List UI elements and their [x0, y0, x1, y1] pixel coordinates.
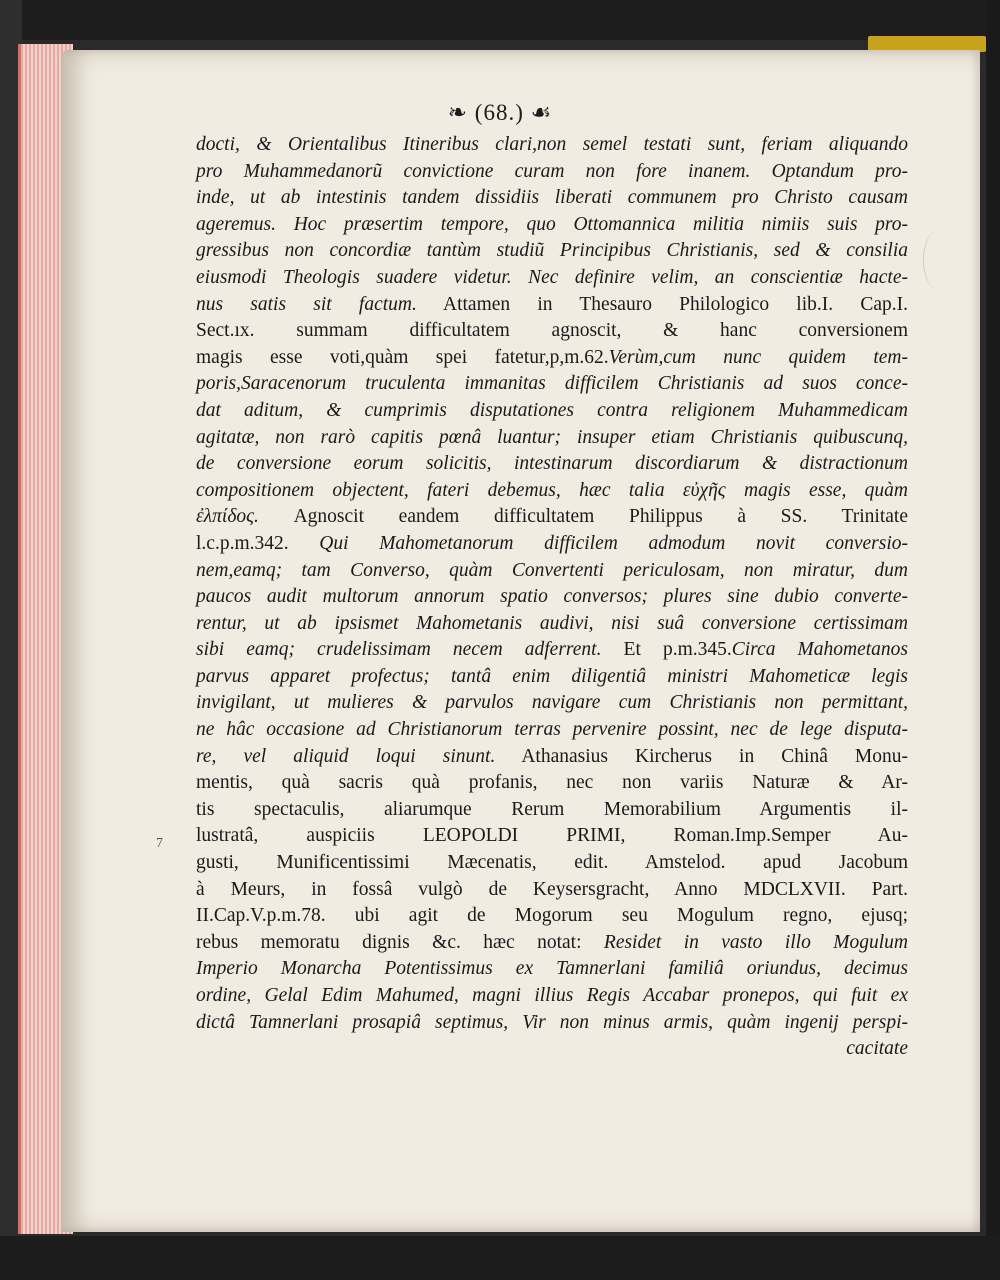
- roman-text-segment: l.c.p.m.342.: [196, 532, 320, 554]
- text-line: [196, 212, 908, 239]
- italic-text-segment: Imperio Monarcha Potentissimus ex Tamnerlani familiâ oriundus, decimus: [196, 958, 908, 980]
- italic-text-segment: eiusmodi Theologis suadere videtur. Nec definire velim, an conscientiæ hacte-: [196, 266, 908, 288]
- margin-mark: 7: [156, 836, 163, 851]
- italic-text-segment: ordine, Gelal Edim Mahumed, magni illius Regis Accabar pronepos, qui fuit ex: [196, 985, 908, 1006]
- scan-background-top: [0, 0, 1000, 40]
- italic-text-segment: Circa Mahometanos: [731, 639, 909, 661]
- roman-text-segment: Athanasius Kircherus in Chinâ Monu-: [495, 745, 909, 767]
- italic-text-segment: paucos audit multorum annorum spatio conversos; plures sine dubio converte-: [196, 586, 908, 608]
- text-line: [196, 690, 908, 717]
- text-line: [196, 903, 908, 930]
- italic-text-segment: Verùm,cum nunc quidem tem-: [608, 346, 908, 368]
- body-text: [196, 132, 908, 1063]
- text-line: [196, 265, 908, 292]
- text-line: [196, 637, 908, 664]
- italic-text-segment: poris,Saracenorum truculenta immanitas difficilem Christianis ad suos conce-: [196, 373, 908, 395]
- text-line: [196, 504, 908, 531]
- italic-text-segment: ageremus. Hoc præsertim tempore, quo Ottomannica militia nimiis suis pro-: [196, 213, 908, 235]
- italic-text-segment: pro Muhammedanorũ convictione curam non fore inanem. Optandum pro-: [196, 160, 908, 182]
- roman-text-segment: gusti, Munificentissimi Mæcenatis, edit. Amstelod. apud Jacobum: [196, 852, 908, 874]
- text-line: [196, 956, 908, 983]
- text-line: [196, 983, 908, 1010]
- roman-text-segment: à Meurs, in fossâ vulgò de Keysersgracht, Anno MDCLXVII. Part.: [196, 878, 908, 900]
- italic-text-segment: re, vel aliquid loqui sinunt.: [196, 745, 496, 767]
- header-ornament-left: ❧: [447, 100, 469, 125]
- italic-text-segment: parvus apparet profectus; tantâ enim diligentiâ ministri Mahometicæ legis: [196, 665, 908, 687]
- text-line: [196, 744, 908, 771]
- text-line: [196, 664, 908, 691]
- roman-text-segment: Sect.ıx. summam difficultatem agnoscit, & hanc conversionem: [196, 320, 908, 342]
- roman-text-segment: Attamen in Thesauro Philologico lib.I. Cap.I.: [416, 293, 909, 315]
- page-number: (68.): [474, 100, 524, 125]
- text-line: [196, 185, 908, 212]
- text-line: [196, 159, 908, 186]
- roman-text-segment: rebus memoratu dignis &c. hæc notat:: [196, 931, 604, 953]
- italic-text-segment: invigilant, ut mulieres & parvulos navigare cum Christianis non permittant,: [196, 692, 908, 714]
- text-line: [196, 478, 908, 505]
- text-line: [196, 611, 908, 638]
- text-line: [196, 1010, 908, 1037]
- text-line: [196, 770, 908, 797]
- text-line: [196, 823, 908, 850]
- text-line: [196, 292, 908, 319]
- text-line: [196, 717, 908, 744]
- roman-text-segment: tis spectaculis, aliarumque Rerum Memorabilium Argumentis il-: [196, 798, 908, 820]
- text-line: [196, 451, 908, 478]
- text-line: [196, 930, 908, 957]
- italic-text-segment: inde, ut ab intestinis tandem dissidiis liberati communem pro Christo causam: [196, 187, 908, 209]
- text-line: [196, 371, 908, 398]
- text-line: [196, 797, 908, 824]
- text-line: [196, 877, 908, 904]
- roman-text-segment: Agnoscit eandem difficultatem Philippus à SS. Trinitate: [258, 506, 908, 528]
- header-ornament-right: ☙: [530, 100, 553, 125]
- italic-text-segment: nem,eamq; tam Converso, quàm Convertenti periculosam, non miratur, dum: [196, 559, 908, 581]
- text-line: [196, 238, 908, 265]
- text-line: [196, 558, 908, 585]
- roman-text-segment: Et p.m.345.: [601, 639, 732, 661]
- italic-text-segment: Residet in vasto illo Mogulum: [603, 931, 908, 953]
- italic-text-segment: docti, & Orientalibus Itineribus clari,non semel testati sunt, feriam aliquando: [196, 134, 908, 155]
- roman-text-segment: mentis, quà sacris quà profanis, nec non variis Naturæ & Ar-: [196, 772, 908, 794]
- italic-text-segment: gressibus non concordiæ tantùm studiũ Principibus Christianis, sed & consilia: [196, 240, 908, 262]
- text-line: [196, 398, 908, 425]
- italic-text-segment: ne hâc occasione ad Christianorum terras pervenire possint, nec de lege disputa-: [196, 719, 908, 741]
- roman-text-segment: lustratâ, auspiciis LEOPOLDI PRIMI, Roman.Imp.Semper Au-: [196, 825, 908, 847]
- page-fold-shadow: [923, 230, 954, 290]
- text-line: [196, 425, 908, 452]
- italic-text-segment: nus satis sit factum.: [196, 293, 417, 315]
- text-line: [196, 318, 908, 345]
- italic-text-segment: agitatæ, non rarò capitis pœnâ luantur; insuper etiam Christianis quibuscunq,: [196, 426, 908, 448]
- scan-background-bottom: [0, 1236, 1000, 1280]
- italic-text-segment: dictâ Tamnerlani prosapiâ septimus, Vir non minus armis, quàm ingenij perspi-: [196, 1011, 908, 1033]
- text-line: [196, 850, 908, 877]
- italic-text-segment: rentur, ut ab ipsismet Mahometanis audivi, nisi suâ conversione certissimam: [196, 612, 908, 634]
- text-line: [196, 132, 908, 159]
- page-number-header: [0, 100, 1000, 126]
- italic-text-segment: dat aditum, & cumprimis disputationes contra religionem Muhammedicam: [196, 399, 908, 421]
- text-line: [196, 531, 908, 558]
- italic-text-segment: ἐλπίδος.: [196, 506, 259, 528]
- roman-text-segment: II.Cap.V.p.m.78. ubi agit de Mogorum seu Mogulum regno, ejusq;: [196, 905, 908, 927]
- italic-text-segment: cacitate: [846, 1038, 908, 1060]
- text-line: [196, 1036, 908, 1063]
- italic-text-segment: sibi eamq; crudelissimam necem adferrent.: [196, 639, 602, 661]
- roman-text-segment: magis esse voti,quàm spei fatetur,p,m.62.: [196, 346, 609, 368]
- italic-text-segment: compositionem objectent, fateri debemus, hæc talia εὐχῆς magis esse, quàm: [196, 479, 908, 501]
- italic-text-segment: Qui Mahometanorum difficilem admodum novit conversio-: [319, 532, 908, 554]
- text-line: [196, 345, 908, 372]
- scan-background-right: [986, 0, 1000, 1280]
- italic-text-segment: de conversione eorum solicitis, intestinarum discordiarum & distractionum: [196, 453, 908, 475]
- text-line: [196, 584, 908, 611]
